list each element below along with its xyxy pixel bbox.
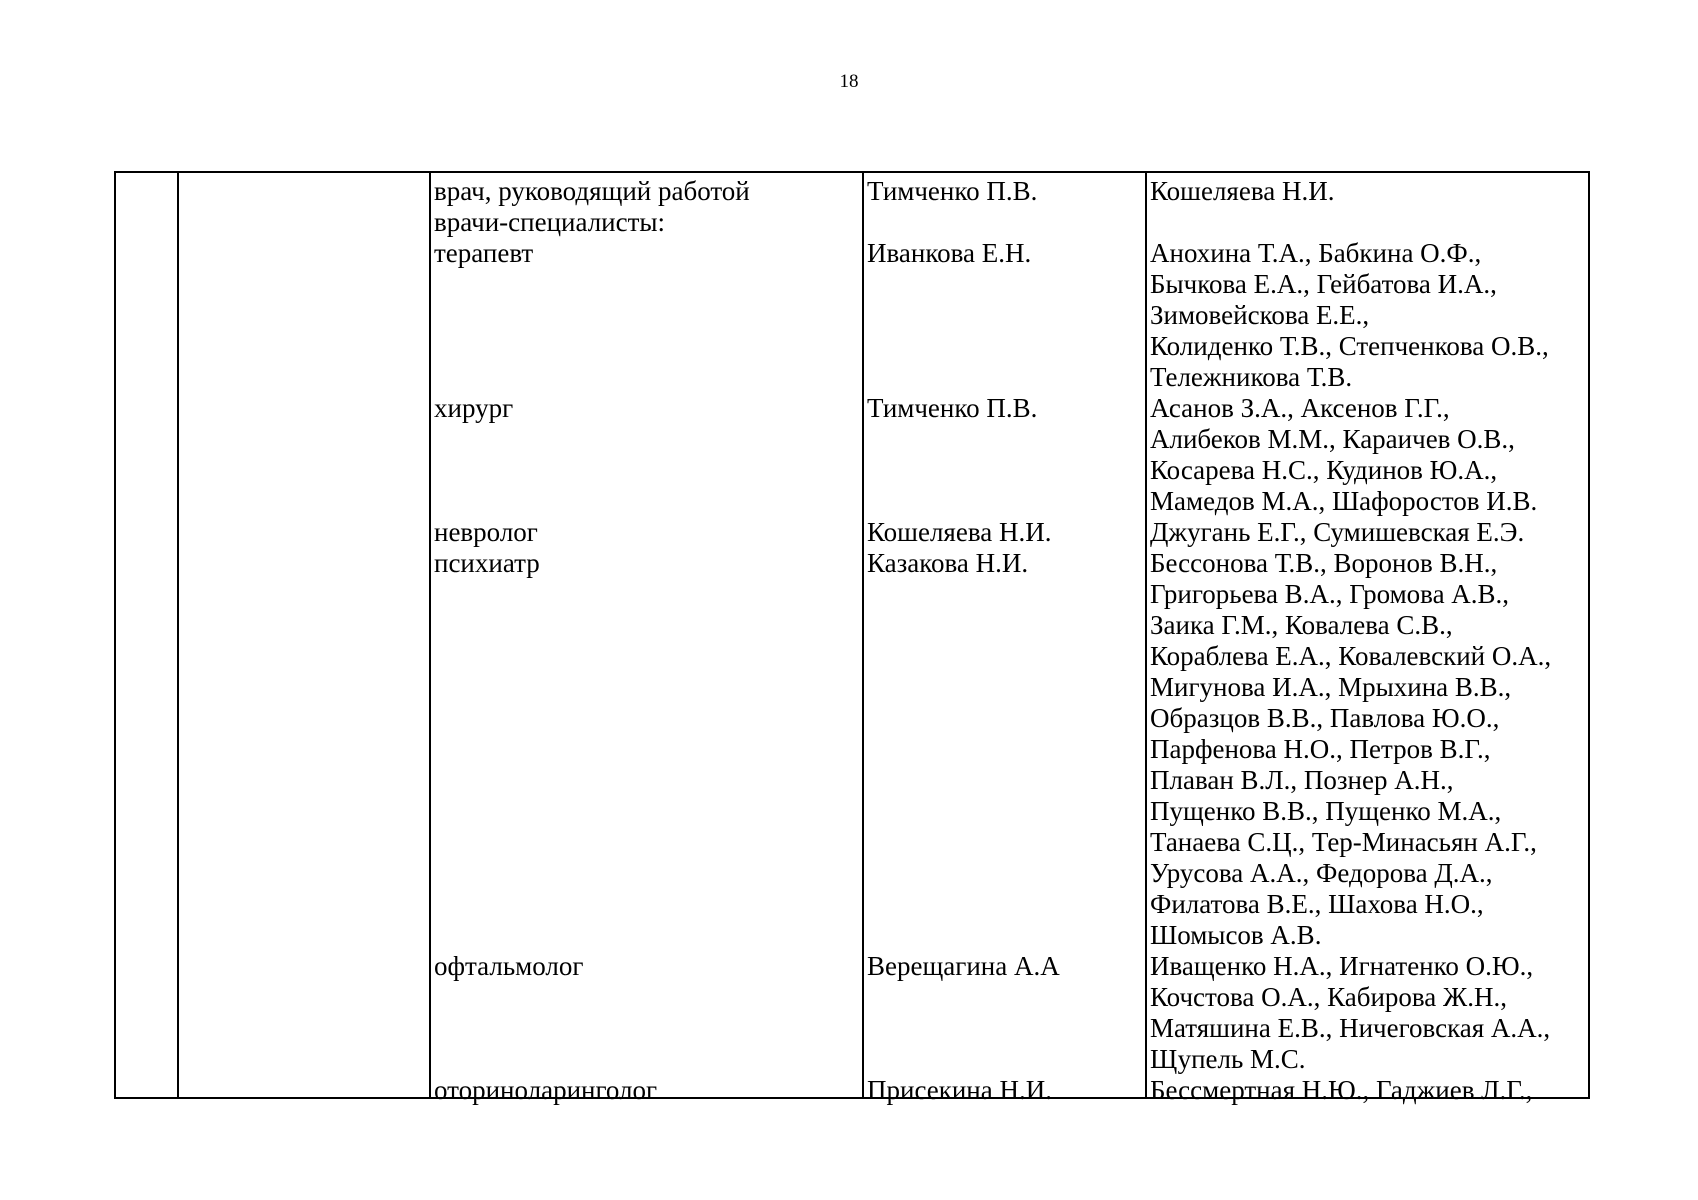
role-cell bbox=[434, 269, 750, 300]
member-line: Шомысов А.В. bbox=[1150, 920, 1322, 950]
member-line: Пущенко В.В., Пущенко М.А., bbox=[1150, 796, 1502, 826]
head-cell bbox=[867, 207, 1060, 238]
head-cell bbox=[867, 641, 1060, 672]
head-cell bbox=[867, 734, 1060, 765]
head-cell bbox=[867, 765, 1060, 796]
member-line: Матяшина Е.В., Ничеговская А.А., bbox=[1150, 1013, 1551, 1043]
role-cell: терапевт bbox=[434, 238, 534, 268]
member-line: Филатова В.Е., Шахова Н.О., bbox=[1150, 889, 1484, 919]
member-line: Тележникова Т.В. bbox=[1150, 362, 1353, 392]
role-cell: оториноларинголог bbox=[434, 1075, 658, 1105]
role-cell bbox=[434, 734, 750, 765]
page-number: 18 bbox=[839, 71, 859, 92]
head-cell: Иванкова Е.Н. bbox=[867, 238, 1032, 268]
head-cell bbox=[867, 1044, 1060, 1075]
member-line: Щупель М.С. bbox=[1150, 1044, 1306, 1074]
member-line: Бессонова Т.В., Воронов В.Н., bbox=[1150, 548, 1498, 578]
head-cell bbox=[867, 486, 1060, 517]
head-cell bbox=[867, 889, 1060, 920]
head-cell: Верещагина А.А bbox=[867, 951, 1060, 981]
role-cell bbox=[434, 1013, 750, 1044]
role-cell: офтальмолог bbox=[434, 951, 584, 981]
head-cell bbox=[867, 269, 1060, 300]
member-line: Образцов В.В., Павлова Ю.О., bbox=[1150, 703, 1500, 733]
head-cell bbox=[867, 331, 1060, 362]
head-cell bbox=[867, 920, 1060, 951]
head-cell bbox=[867, 300, 1060, 331]
member-line: Зимовейскова Е.Е., bbox=[1150, 300, 1370, 330]
head-cell bbox=[867, 610, 1060, 641]
head-cell bbox=[867, 982, 1060, 1013]
role-cell bbox=[434, 858, 750, 889]
role-cell bbox=[434, 641, 750, 672]
head-cell: Казакова Н.И. bbox=[867, 548, 1029, 578]
role-cell bbox=[434, 765, 750, 796]
commission-table bbox=[114, 171, 1590, 1105]
member-line: Урусова А.А., Федорова Д.А., bbox=[1150, 858, 1493, 888]
role-cell bbox=[434, 300, 750, 331]
member-line: Парфенова Н.О., Петров В.Г., bbox=[1150, 734, 1491, 764]
column-divider bbox=[429, 173, 431, 1097]
role-cell: врачи-специалисты: bbox=[434, 207, 666, 237]
member-line: Асанов З.А., Аксенов Г.Г., bbox=[1150, 393, 1450, 423]
role-cell bbox=[434, 362, 750, 393]
member-line bbox=[1150, 207, 1551, 238]
role-cell bbox=[434, 486, 750, 517]
role-cell bbox=[434, 920, 750, 951]
head-cell: Присекина Н.И. bbox=[867, 1075, 1052, 1105]
members-column bbox=[1150, 176, 1551, 1106]
role-cell bbox=[434, 672, 750, 703]
member-line: Григорьева В.А., Громова А.В., bbox=[1150, 579, 1510, 609]
role-cell bbox=[434, 982, 750, 1013]
head-cell bbox=[867, 579, 1060, 610]
role-cell bbox=[434, 827, 750, 858]
role-cell: психиатр bbox=[434, 548, 540, 578]
member-line: Бычкова Е.А., Гейбатова И.А., bbox=[1150, 269, 1497, 299]
role-cell bbox=[434, 703, 750, 734]
member-line: Анохина Т.А., Бабкина О.Ф., bbox=[1150, 238, 1482, 268]
role-cell bbox=[434, 331, 750, 362]
head-cell bbox=[867, 455, 1060, 486]
role-cell bbox=[434, 796, 750, 827]
member-line: Алибеков М.М., Караичев О.В., bbox=[1150, 424, 1515, 454]
role-column bbox=[434, 176, 750, 1106]
member-line: Мамедов М.А., Шафоростов И.В. bbox=[1150, 486, 1538, 516]
member-line: Плаван В.Л., Познер А.Н., bbox=[1150, 765, 1454, 795]
role-cell bbox=[434, 610, 750, 641]
head-cell: Кошеляева Н.И. bbox=[867, 517, 1052, 547]
member-line: Косарева Н.С., Кудинов Ю.А., bbox=[1150, 455, 1498, 485]
member-line: Заика Г.М., Ковалева С.В., bbox=[1150, 610, 1453, 640]
role-cell bbox=[434, 1044, 750, 1075]
head-cell: Тимченко П.В. bbox=[867, 393, 1038, 423]
head-cell bbox=[867, 424, 1060, 455]
head-cell bbox=[867, 362, 1060, 393]
member-line: Джугань Е.Г., Сумишевская Е.Э. bbox=[1150, 517, 1525, 547]
role-cell: невролог bbox=[434, 517, 538, 547]
member-line: Танаева С.Ц., Тер-Минасьян А.Г., bbox=[1150, 827, 1537, 857]
head-cell bbox=[867, 858, 1060, 889]
head-cell bbox=[867, 672, 1060, 703]
head-cell: Тимченко П.В. bbox=[867, 176, 1038, 206]
role-cell bbox=[434, 424, 750, 455]
role-cell: хирург bbox=[434, 393, 514, 423]
role-cell: врач, руководящий работой bbox=[434, 176, 750, 206]
member-line: Кошеляева Н.И. bbox=[1150, 176, 1335, 206]
head-cell bbox=[867, 1013, 1060, 1044]
head-cell bbox=[867, 703, 1060, 734]
role-cell bbox=[434, 889, 750, 920]
member-line: Иващенко Н.А., Игнатенко О.Ю., bbox=[1150, 951, 1534, 981]
member-line: Кораблева Е.А., Ковалевский О.А., bbox=[1150, 641, 1552, 671]
role-cell bbox=[434, 455, 750, 486]
column-divider bbox=[177, 173, 179, 1097]
member-line: Мигунова И.А., Мрыхина В.В., bbox=[1150, 672, 1512, 702]
member-line: Кочстова О.А., Кабирова Ж.Н., bbox=[1150, 982, 1507, 1012]
column-divider bbox=[862, 173, 864, 1097]
head-cell bbox=[867, 827, 1060, 858]
head-cell bbox=[867, 796, 1060, 827]
head-column bbox=[867, 176, 1060, 1106]
column-divider bbox=[1145, 173, 1147, 1097]
member-line: Колиденко Т.В., Степченкова О.В., bbox=[1150, 331, 1549, 361]
member-line: Бессмертная Н.Ю., Гаджиев Л.Г., bbox=[1150, 1075, 1533, 1105]
role-cell bbox=[434, 579, 750, 610]
